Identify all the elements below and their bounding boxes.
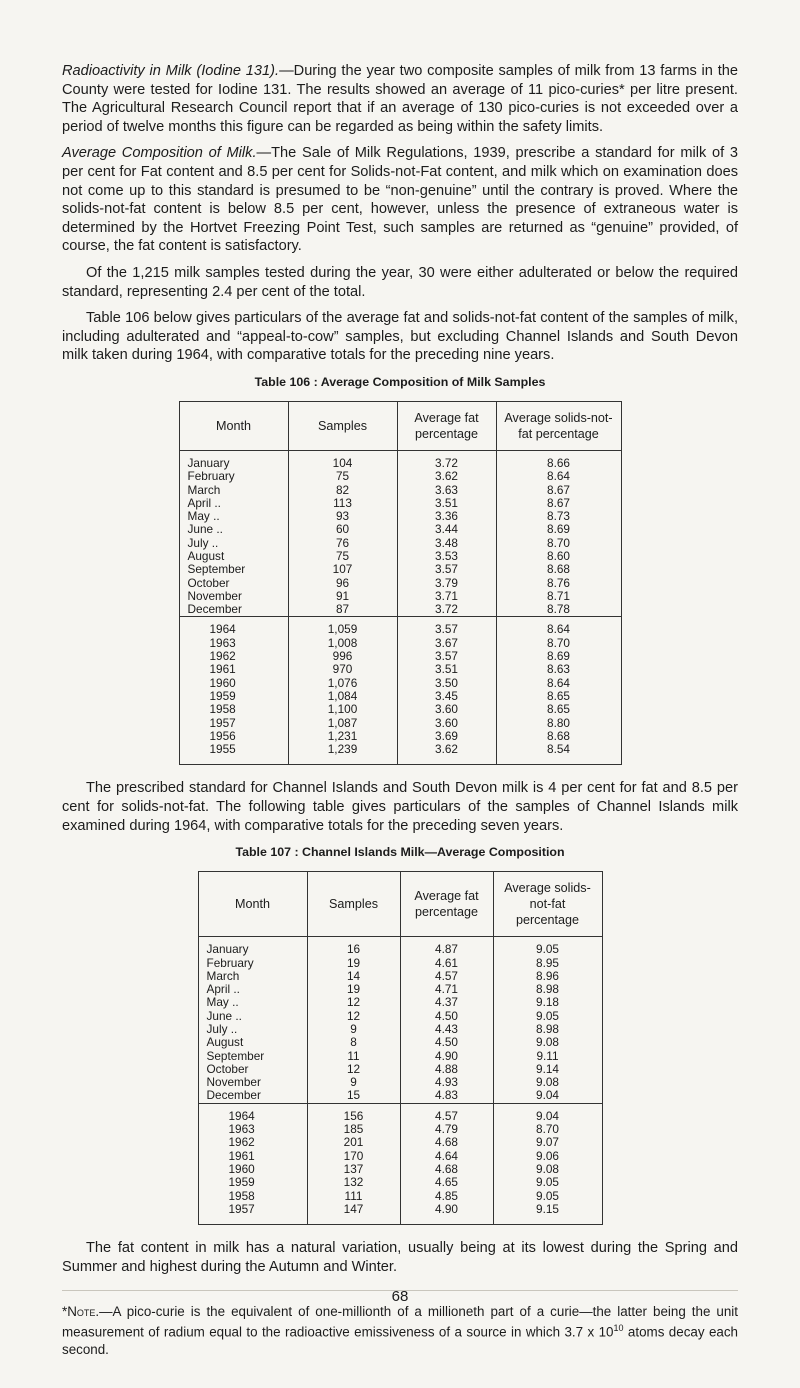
- month-cell: July ..: [198, 1023, 307, 1036]
- footnote-text: —A pico-curie is the equivalent of one-millionth of a millioneth part of a curie—the latter being the unit measurement of radium equal to the radioactive emissiveness of a source in which 3.7 x 10: [62, 1304, 738, 1340]
- fat-cell: 3.69: [397, 730, 496, 743]
- solids-cell: 9.04: [493, 1089, 602, 1103]
- fat-cell: 4.43: [400, 1023, 493, 1036]
- fat-cell: 4.90: [400, 1050, 493, 1063]
- samples-cell: 156: [307, 1103, 400, 1123]
- samples-cell: 12: [307, 1010, 400, 1023]
- samples-cell: 76: [288, 537, 397, 550]
- month-cell: February: [179, 470, 288, 483]
- month-cell: 1955: [179, 743, 288, 765]
- table-header-row: [179, 401, 621, 450]
- month-cell: June ..: [198, 1010, 307, 1023]
- month-header: Month: [198, 872, 307, 937]
- samples-cell: 1,084: [288, 690, 397, 703]
- samples-cell: 96: [288, 577, 397, 590]
- samples-cell: 93: [288, 510, 397, 523]
- fat-cell: 4.37: [400, 996, 493, 1009]
- table-row: [198, 1050, 602, 1063]
- month-cell: 1956: [179, 730, 288, 743]
- month-cell: 1964: [179, 617, 288, 637]
- month-cell: January: [179, 450, 288, 470]
- month-cell: November: [179, 590, 288, 603]
- fat-cell: 4.93: [400, 1076, 493, 1089]
- fat-cell: 3.51: [397, 663, 496, 676]
- samples-cell: 1,008: [288, 637, 397, 650]
- fat-cell: 3.62: [397, 470, 496, 483]
- samples-cell: 201: [307, 1136, 400, 1149]
- table-row: [198, 1089, 602, 1103]
- fat-cell: 3.50: [397, 677, 496, 690]
- fat-header: Average fat percentage: [400, 872, 493, 937]
- iodine-text: —During the year two composite samples of milk from 13 farms in the County were tested for Iodine 131. The results showed an average of 11 pico-curies* per litre present. The Agricultural Research Council report that if an average of 130 pico-curies is not exceeded over a period of twelve months this figure can be regarded as being within the safety limits.: [62, 63, 738, 135]
- fat-cell: 3.60: [397, 703, 496, 716]
- table-row: [179, 497, 621, 510]
- samples-cell: 170: [307, 1150, 400, 1163]
- solids-cell: 9.08: [493, 1036, 602, 1049]
- solids-cell: 8.64: [496, 470, 621, 483]
- solids-cell: 9.15: [493, 1203, 602, 1225]
- samples-cell: 104: [288, 450, 397, 470]
- samples-cell: 1,239: [288, 743, 397, 765]
- month-cell: 1962: [198, 1136, 307, 1149]
- composition-text: —The Sale of Milk Regulations, 1939, prescribe a standard for milk of 3 per cent for Fat content and 8.5 per cent for Solids-not-Fat content, and milk which on examination does not come up to this standard is presumed to be “non-genuine” until the contrary is proved. Where the solids-not-fat content is below 8.5 per cent, however, unless the presence of extraneous water is determined by the Hortvet Freezing Point Test, such samples are returned as “genuine” provided, of course, the fat content is satisfactory.: [62, 145, 738, 255]
- solids-cell: 8.64: [496, 617, 621, 637]
- fat-cell: 3.62: [397, 743, 496, 765]
- fat-cell: 4.87: [400, 937, 493, 957]
- solids-cell: 9.14: [493, 1063, 602, 1076]
- table-106: [179, 401, 622, 766]
- solids-cell: 9.07: [493, 1136, 602, 1149]
- table-row: [198, 957, 602, 970]
- samples-cell: 107: [288, 563, 397, 576]
- month-cell: 1960: [179, 677, 288, 690]
- solids-cell: 9.05: [493, 937, 602, 957]
- footnote-label: *Note.: [62, 1304, 100, 1320]
- fat-cell: 3.44: [397, 523, 496, 536]
- samples-cell: 14: [307, 970, 400, 983]
- solids-header: Average solids-not-fat percentage: [493, 872, 602, 937]
- month-cell: 1960: [198, 1163, 307, 1176]
- solids-cell: 8.80: [496, 717, 621, 730]
- solids-cell: 8.73: [496, 510, 621, 523]
- table-row: [179, 484, 621, 497]
- solids-cell: 8.64: [496, 677, 621, 690]
- month-header: Month: [179, 401, 288, 450]
- samples-cell: 16: [307, 937, 400, 957]
- samples-cell: 970: [288, 663, 397, 676]
- fat-cell: 3.53: [397, 550, 496, 563]
- month-cell: July ..: [179, 537, 288, 550]
- samples-cell: 1,076: [288, 677, 397, 690]
- month-cell: August: [179, 550, 288, 563]
- samples-header: Samples: [288, 401, 397, 450]
- samples-header: Samples: [307, 872, 400, 937]
- samples-cell: 87: [288, 603, 397, 617]
- samples-cell: 11: [307, 1050, 400, 1063]
- samples-cell: 137: [307, 1163, 400, 1176]
- solids-cell: 8.63: [496, 663, 621, 676]
- samples-cell: 82: [288, 484, 397, 497]
- fat-cell: 4.79: [400, 1123, 493, 1136]
- table-row: [179, 450, 621, 470]
- month-cell: April ..: [198, 983, 307, 996]
- solids-cell: 8.60: [496, 550, 621, 563]
- fat-cell: 4.57: [400, 1103, 493, 1123]
- table-row: [198, 1163, 602, 1176]
- month-cell: 1957: [198, 1203, 307, 1225]
- fat-cell: 3.63: [397, 484, 496, 497]
- table-row: [198, 983, 602, 996]
- solids-cell: 9.05: [493, 1176, 602, 1189]
- month-cell: June ..: [179, 523, 288, 536]
- month-cell: September: [198, 1050, 307, 1063]
- samples-cell: 185: [307, 1123, 400, 1136]
- samples-cell: 9: [307, 1076, 400, 1089]
- solids-cell: 9.05: [493, 1190, 602, 1203]
- fat-cell: 4.50: [400, 1010, 493, 1023]
- month-cell: March: [198, 970, 307, 983]
- month-cell: 1963: [179, 637, 288, 650]
- solids-cell: 8.95: [493, 957, 602, 970]
- fat-cell: 3.57: [397, 617, 496, 637]
- month-cell: 1959: [198, 1176, 307, 1189]
- month-cell: 1963: [198, 1123, 307, 1136]
- solids-cell: 8.69: [496, 650, 621, 663]
- month-cell: November: [198, 1076, 307, 1089]
- month-cell: 1959: [179, 690, 288, 703]
- table-row: [179, 590, 621, 603]
- fat-cell: 3.45: [397, 690, 496, 703]
- solids-cell: 8.76: [496, 577, 621, 590]
- table-row: [198, 970, 602, 983]
- solids-cell: 8.98: [493, 1023, 602, 1036]
- month-cell: 1957: [179, 717, 288, 730]
- table-row: [179, 677, 621, 690]
- composition-paragraph: [62, 144, 738, 256]
- month-cell: May ..: [198, 996, 307, 1009]
- fat-cell: 4.57: [400, 970, 493, 983]
- samples-cell: 15: [307, 1089, 400, 1103]
- solids-cell: 9.08: [493, 1163, 602, 1176]
- samples-cell: 1,100: [288, 703, 397, 716]
- fat-cell: 4.64: [400, 1150, 493, 1163]
- samples-tested-paragraph: Of the 1,215 milk samples tested during the year, 30 were either adulterated or below the required standard, representing 2.4 per cent of the total.: [62, 264, 738, 300]
- table-row: [179, 603, 621, 617]
- samples-cell: 19: [307, 983, 400, 996]
- month-cell: 1961: [198, 1150, 307, 1163]
- table106-intro-paragraph: Table 106 below gives particulars of the average fat and solids-not-fat content of the samples of milk, including adulterated and “appeal-to-cow” samples, but excluding Channel Islands and South Devon milk taken during 1964, with comparative totals for the preceding nine years.: [62, 310, 738, 364]
- month-cell: 1958: [179, 703, 288, 716]
- solids-cell: 8.67: [496, 497, 621, 510]
- samples-cell: 1,087: [288, 717, 397, 730]
- page-number: 68: [391, 1288, 409, 1305]
- month-cell: January: [198, 937, 307, 957]
- month-cell: October: [179, 577, 288, 590]
- table-row: [198, 1190, 602, 1203]
- solids-cell: 8.65: [496, 703, 621, 716]
- samples-cell: 132: [307, 1176, 400, 1189]
- footnote: [62, 1303, 738, 1357]
- table-row: [179, 650, 621, 663]
- samples-cell: 60: [288, 523, 397, 536]
- solids-cell: 8.78: [496, 603, 621, 617]
- month-cell: December: [179, 603, 288, 617]
- table-row: [179, 730, 621, 743]
- solids-cell: 9.06: [493, 1150, 602, 1163]
- solids-cell: 9.11: [493, 1050, 602, 1063]
- table-row: [198, 1023, 602, 1036]
- month-cell: December: [198, 1089, 307, 1103]
- solids-cell: 8.71: [496, 590, 621, 603]
- solids-cell: 9.18: [493, 996, 602, 1009]
- solids-cell: 9.05: [493, 1010, 602, 1023]
- page-content: [62, 62, 738, 1358]
- table-row: [179, 617, 621, 637]
- fat-cell: 4.68: [400, 1136, 493, 1149]
- table-row: [198, 996, 602, 1009]
- iodine-heading: Radioactivity in Milk (Iodine 131).: [62, 63, 280, 79]
- solids-cell: 9.08: [493, 1076, 602, 1089]
- table-row: [179, 703, 621, 716]
- samples-cell: 996: [288, 650, 397, 663]
- month-cell: 1961: [179, 663, 288, 676]
- fat-cell: 4.50: [400, 1036, 493, 1049]
- solids-cell: 8.98: [493, 983, 602, 996]
- table-row: [179, 550, 621, 563]
- solids-cell: 8.68: [496, 563, 621, 576]
- table-107: [198, 871, 603, 1225]
- footnote-exponent: 10: [613, 1323, 624, 1334]
- table-row: [179, 537, 621, 550]
- table-row: [179, 743, 621, 765]
- fat-cell: 3.67: [397, 637, 496, 650]
- solids-cell: 8.54: [496, 743, 621, 765]
- table-row: [179, 523, 621, 536]
- table107-intro-paragraph: The prescribed standard for Channel Islands and South Devon milk is 4 per cent for fat and 8.5 per cent for solids-not-fat. The following table gives particulars of the samples of Channel Islands milk examined during 1964, with comparative totals for the preceding seven years.: [62, 780, 738, 834]
- solids-cell: 8.67: [496, 484, 621, 497]
- month-cell: March: [179, 484, 288, 497]
- table-row: [179, 470, 621, 483]
- samples-cell: 1,231: [288, 730, 397, 743]
- table-row: [179, 510, 621, 523]
- fat-cell: 4.61: [400, 957, 493, 970]
- fat-cell: 4.90: [400, 1203, 493, 1225]
- month-cell: February: [198, 957, 307, 970]
- fat-cell: 3.36: [397, 510, 496, 523]
- table-row: [198, 1176, 602, 1189]
- fat-cell: 3.51: [397, 497, 496, 510]
- solids-cell: 9.04: [493, 1103, 602, 1123]
- table-row: [198, 1036, 602, 1049]
- fat-cell: 3.48: [397, 537, 496, 550]
- fat-cell: 3.79: [397, 577, 496, 590]
- samples-cell: 75: [288, 470, 397, 483]
- fat-cell: 3.72: [397, 450, 496, 470]
- table-row: [198, 1063, 602, 1076]
- fat-cell: 3.72: [397, 603, 496, 617]
- samples-cell: 1,059: [288, 617, 397, 637]
- table-row: [198, 1010, 602, 1023]
- samples-cell: 19: [307, 957, 400, 970]
- month-cell: September: [179, 563, 288, 576]
- month-cell: 1964: [198, 1103, 307, 1123]
- fat-cell: 3.57: [397, 650, 496, 663]
- samples-cell: 12: [307, 1063, 400, 1076]
- fat-cell: 4.68: [400, 1163, 493, 1176]
- month-cell: 1958: [198, 1190, 307, 1203]
- table-row: [198, 1103, 602, 1123]
- table-row: [179, 637, 621, 650]
- fat-cell: 4.83: [400, 1089, 493, 1103]
- month-cell: October: [198, 1063, 307, 1076]
- fat-cell: 4.71: [400, 983, 493, 996]
- solids-cell: 8.69: [496, 523, 621, 536]
- month-cell: April ..: [179, 497, 288, 510]
- samples-cell: 147: [307, 1203, 400, 1225]
- table-row: [198, 1203, 602, 1225]
- table-row: [179, 717, 621, 730]
- table-row: [179, 690, 621, 703]
- month-cell: May ..: [179, 510, 288, 523]
- footnote-text-end: atoms decay each second.: [62, 1324, 738, 1357]
- fat-cell: 3.57: [397, 563, 496, 576]
- table-header-row: [198, 872, 602, 937]
- table-row: [198, 1123, 602, 1136]
- fat-cell: 3.60: [397, 717, 496, 730]
- table-row: [179, 577, 621, 590]
- iodine-paragraph: [62, 62, 738, 136]
- solids-cell: 8.70: [496, 637, 621, 650]
- fat-header: Average fat percentage: [397, 401, 496, 450]
- composition-heading: Average Composition of Milk.: [62, 145, 257, 162]
- month-cell: August: [198, 1036, 307, 1049]
- solids-cell: 8.65: [496, 690, 621, 703]
- table107-caption: Table 107 : Channel Islands Milk—Average Composition: [235, 845, 565, 860]
- table106-caption: Table 106 : Average Composition of Milk Samples: [254, 374, 546, 389]
- fat-cell: 4.88: [400, 1063, 493, 1076]
- variation-paragraph: The fat content in milk has a natural variation, usually being at its lowest during the Spring and Summer and highest during the Autumn and Winter.: [62, 1240, 738, 1275]
- fat-cell: 4.85: [400, 1190, 493, 1203]
- table-row: [198, 1076, 602, 1089]
- table-row: [198, 937, 602, 957]
- solids-header: Average solids-not-fat percentage: [496, 401, 621, 450]
- table-row: [179, 563, 621, 576]
- solids-cell: 8.68: [496, 730, 621, 743]
- samples-cell: 113: [288, 497, 397, 510]
- solids-cell: 8.70: [493, 1123, 602, 1136]
- fat-cell: 3.71: [397, 590, 496, 603]
- samples-cell: 12: [307, 996, 400, 1009]
- samples-cell: 75: [288, 550, 397, 563]
- solids-cell: 8.70: [496, 537, 621, 550]
- solids-cell: 8.96: [493, 970, 602, 983]
- samples-cell: 91: [288, 590, 397, 603]
- table-row: [198, 1150, 602, 1163]
- table-row: [198, 1136, 602, 1149]
- samples-cell: 111: [307, 1190, 400, 1203]
- solids-cell: 8.66: [496, 450, 621, 470]
- month-cell: 1962: [179, 650, 288, 663]
- samples-cell: 9: [307, 1023, 400, 1036]
- samples-cell: 8: [307, 1036, 400, 1049]
- fat-cell: 4.65: [400, 1176, 493, 1189]
- table-row: [179, 663, 621, 676]
